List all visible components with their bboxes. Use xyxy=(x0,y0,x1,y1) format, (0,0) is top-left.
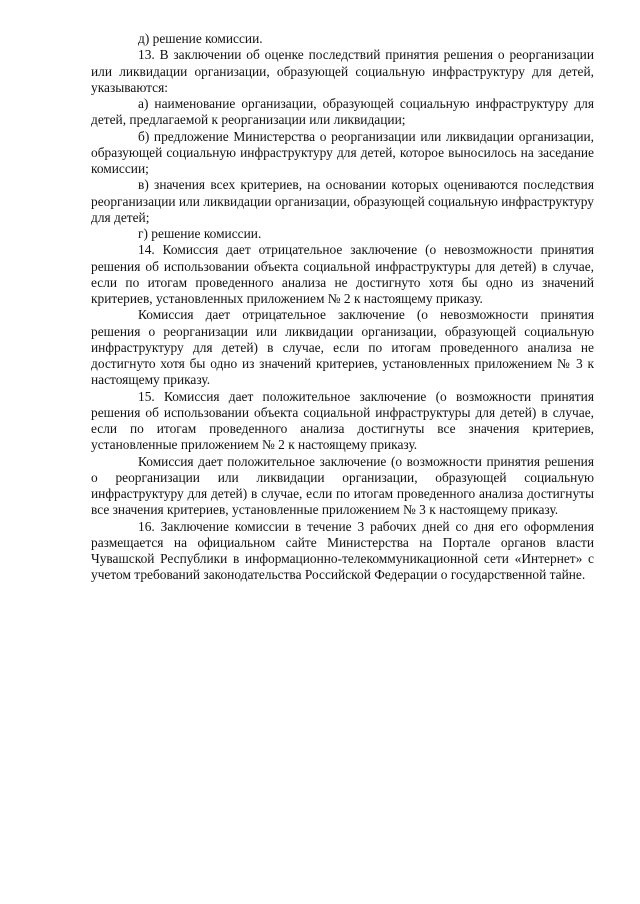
document-body xyxy=(91,31,594,584)
paragraph-14-negative-use: 14. Комиссия дает отрицательное заключение (о невозможности принятия решения об использовании объекта социальной инфраструктуры для детей) в случае, если по итогам проведенного анализа не достигнуто хотя бы одно из значений критериев, установленных приложением № 2 к настоящему приказу. xyxy=(91,242,594,306)
paragraph-15-positive-use: 15. Комиссия дает положительное заключение (о возможности принятия решения об использовании объекта социальной инфраструктуры для детей) в случае, если по итогам проведенного анализа достигнуты все значения критериев, установленные приложением № 2 к настоящему приказу. xyxy=(91,388,594,453)
paragraph-13-conclusion-contents: 13. В заключении об оценке последствий принятия решения о реорганизации или ликвидации организации, образующей социальную инфраструктуру для детей, указываются: xyxy=(91,47,594,95)
paragraph-item-g-decision: г) решение комиссии. xyxy=(138,226,262,241)
paragraph-16-publication: 16. Заключение комиссии в течение 3 рабочих дней со дня его оформления размещается на официальном сайте Министерства на Портале органов власти Чувашской Республики в информационно-телекоммуникационной сети «Интернет» с учетом требований законодательства Российской Федерации о государственной тайне. xyxy=(91,518,594,583)
paragraph-item-a-organization-name: а) наименование организации, образующей социальную инфраструктуру для детей, предлагаемой к реорганизации или ликвидации; xyxy=(91,96,594,128)
paragraph-negative-reorganization: Комиссия дает отрицательное заключение (о невозможности принятия решения о реорганизации или ликвидации организации, образующей социальную инфраструктуру для детей) в случае, если по итогам проведенного анализа не достигнуто хотя бы одно из значений критериев, установленных приложением № 3 к настоящему приказу. xyxy=(91,307,594,388)
paragraph-item-d-decision: д) решение комиссии. xyxy=(138,31,263,46)
paragraph-item-v-criteria-values: в) значения всех критериев, на основании которых оцениваются последствия реорганизации или ликвидации организации, образующей социальную инфраструктуру для детей; xyxy=(91,177,594,225)
paragraph-item-b-ministry-proposal: б) предложение Министерства о реорганизации или ликвидации организации, образующей социальную инфраструктуру для детей, которое выносилось на заседание комиссии; xyxy=(91,128,594,176)
paragraph-positive-reorganization: Комиссия дает положительное заключение (о возможности принятия решения о реорганизации или ликвидации организации, образующей социальную инфраструктуру для детей) в случае, если по итогам проведенного анализа достигнуты все значения критериев, установленные приложением № 3 к настоящему приказу. xyxy=(91,453,594,518)
